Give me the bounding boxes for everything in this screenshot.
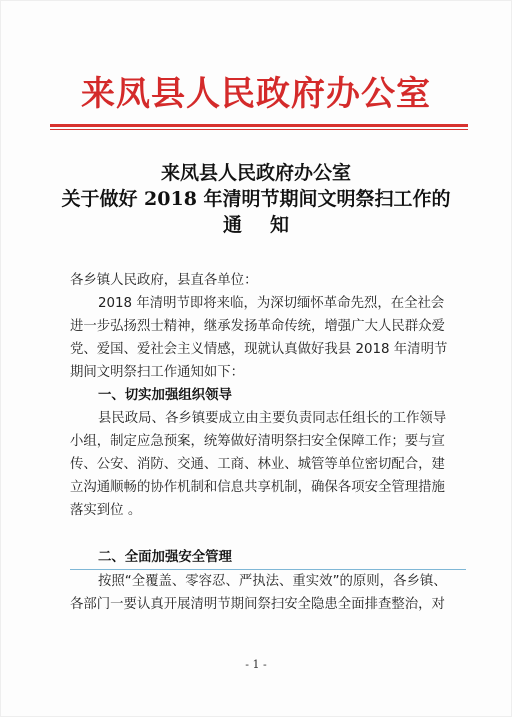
section-line: 传、公安、消防、交通、工商、林业、城管等单位密切配合，建 xyxy=(70,457,445,472)
section-heading: 二、全面加强安全管理 xyxy=(98,550,232,565)
salutation: 各乡镇人民政府，县直各单位： xyxy=(70,273,258,288)
section-line: 县民政局、各乡镇要成立由主要负责同志任组长的工作领导 xyxy=(98,411,447,426)
section-line: 小组，制定应急预案，统筹做好清明祭扫安全保障工作；要与宣 xyxy=(70,434,445,449)
intro-line: 2018 年清明节即将来临，为深切缅怀革命先烈，在全社会 xyxy=(98,296,445,311)
section-line: 落实到位 。 xyxy=(70,503,142,518)
letterhead-rule-thin xyxy=(50,129,468,130)
intro-line: 期间文明祭扫工作通知如下： xyxy=(70,365,245,380)
section-line: 各部门一要认真开展清明节期间祭扫安全隐患全面排查整治，对 xyxy=(70,597,445,612)
section-line: 立沟通顺畅的协作机制和信息共享机制，确保各项安全管理措施 xyxy=(70,480,445,495)
section-heading: 一、切实加强组织领导 xyxy=(98,388,232,403)
letterhead-rule-thick xyxy=(50,124,468,127)
highlight-underline xyxy=(70,569,466,570)
title-line-subject: 关于做好 2018 年清明节期间文明祭扫工作的 xyxy=(61,188,451,210)
notice-title xyxy=(0,160,512,238)
page-number: - 1 - xyxy=(245,658,267,671)
letterhead-title: 来凤县人民政府办公室 xyxy=(81,74,431,114)
section-line: 按照“全覆盖、零容忍、严执法、重实效”的原则，各乡镇、 xyxy=(98,574,447,589)
intro-line: 党、爱国、爱社会主义情感，现就认真做好我县 2018 年清明节 xyxy=(70,342,448,357)
intro-line: 进一步弘扬烈士精神，继承发扬革命传统，增强广大人民群众爱 xyxy=(70,319,445,334)
title-line-issuer: 来凤县人民政府办公室 xyxy=(160,162,351,184)
title-line-notice: 通知 xyxy=(222,214,317,236)
